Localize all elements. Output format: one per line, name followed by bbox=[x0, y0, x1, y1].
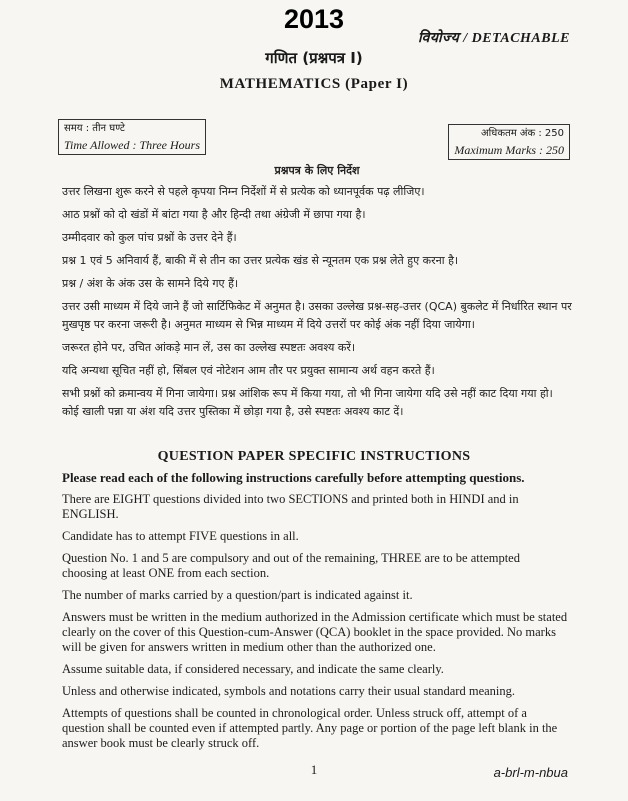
page-number: 1 bbox=[310, 762, 318, 777]
english-instruction: Answers must be written in the medium authorized in the Admission certificate which must be stated clearly on the cover of this Question-cum-Answer (QCA) booklet in the space provided. No marks will be given for answers written in medium other than the authorized one. bbox=[62, 610, 568, 654]
hindi-instruction: जरूरत होने पर, उचित आंकड़े मान लें, उस का उल्लेख स्पष्टतः अवश्य करें। bbox=[62, 341, 356, 354]
year-label: 2013 bbox=[283, 4, 345, 34]
hindi-instruction: सभी प्रश्नों को क्रमान्वय में गिना जायेगा। प्रश्न आंशिक रूप में किया गया, तो भी गिना जायेगा यदि उसे नहीं काट दिया गया हो। कोई खाली पन्ना या अंश यदि उत्तर पुस्तिका में छोड़ा गया है, उसे स्पष्टतः अवश्य काट दें। bbox=[62, 387, 553, 418]
hindi-instruction: उत्तर उसी माध्यम में दिये जाने हैं जो सार्टिफिकेट में अनुमत है। उसका उल्लेख प्रश्न-सह-उत्तर (QCA) बुकलेट में निर्धारित स्थान पर मुखपृष्ठ पर करना जरूरी है। अनुमत माध्यम से भिन्न माध्यम में दिये उत्तरों पर कोई अंक नहीं दिया जायेगा। bbox=[62, 300, 572, 331]
marks-box bbox=[448, 124, 570, 160]
english-heading: QUESTION PAPER SPECIFIC INSTRUCTIONS bbox=[157, 449, 471, 464]
hindi-instruction: प्रश्न 1 एवं 5 अनिवार्य हैं, बाकी में से तीन का उत्तर प्रत्येक खंड से न्यूनतम एक प्रश्न लेते हुए करना है। bbox=[62, 254, 459, 267]
english-instruction: There are EIGHT questions divided into two SECTIONS and printed both in HINDI and in ENGLISH. bbox=[62, 492, 519, 521]
hindi-instruction: उत्तर लिखना शुरू करने से पहले कृपया निम्न निर्देशों में से प्रत्येक को ध्यानपूर्वक पढ़ लीजिए। bbox=[62, 185, 425, 198]
marks-english: Maximum Marks : 250 bbox=[454, 143, 564, 157]
title-hindi: गणित (प्रश्नपत्र I) bbox=[265, 49, 363, 67]
english-instruction: Candidate has to attempt FIVE questions in all. bbox=[62, 529, 299, 543]
hindi-instruction: आठ प्रश्नों को दो खंडों में बांटा गया है और हिन्दी तथा अंग्रेजी में छापा गया है। bbox=[62, 208, 366, 221]
time-hindi: समय : तीन घण्टे bbox=[64, 123, 125, 134]
title-english: MATHEMATICS (Paper I) bbox=[219, 76, 409, 92]
hindi-instruction: उम्मीदवार को कुल पांच प्रश्नों के उत्तर देने हैं। bbox=[62, 231, 237, 244]
marks-hindi: अधिकतम अंक : 250 bbox=[480, 128, 564, 139]
time-english: Time Allowed : Three Hours bbox=[64, 138, 201, 152]
hindi-instruction: प्रश्न / अंश के अंक उस के सामने दिये गए हैं। bbox=[62, 277, 239, 290]
english-instruction: Attempts of questions shall be counted in chronological order. Unless struck off, attempt of a question shall be counted even if attempted partly. Any page or portion of the page left blank in the answer book must be clearly struck off. bbox=[62, 706, 558, 750]
paper-code: a-brl-m-nbua bbox=[493, 765, 568, 780]
english-instruction: The number of marks carried by a question/part is indicated against it. bbox=[62, 588, 413, 602]
english-instructions bbox=[62, 470, 568, 758]
time-box bbox=[58, 119, 206, 155]
hindi-instruction: यदि अन्यथा सूचित नहीं हो, सिंबल एवं नोटेशन आम तौर पर प्रयुक्त सामान्य अर्थ वहन करते हैं। bbox=[62, 364, 435, 377]
hindi-heading: प्रश्नपत्र के लिए निर्देश bbox=[274, 164, 360, 177]
english-subheading: Please read each of the following instructions carefully before attempting questions. bbox=[62, 470, 525, 485]
english-instruction: Question No. 1 and 5 are compulsory and out of the remaining, THREE are to be attempted choosing at least ONE from each section. bbox=[62, 551, 520, 580]
hindi-instructions bbox=[62, 162, 572, 426]
detachable-label: वियोज्य / DETACHABLE bbox=[417, 31, 570, 46]
english-instruction: Assume suitable data, if considered necessary, and indicate the same clearly. bbox=[62, 662, 444, 676]
english-instruction: Unless and otherwise indicated, symbols and notations carry their usual standard meaning. bbox=[62, 684, 516, 698]
